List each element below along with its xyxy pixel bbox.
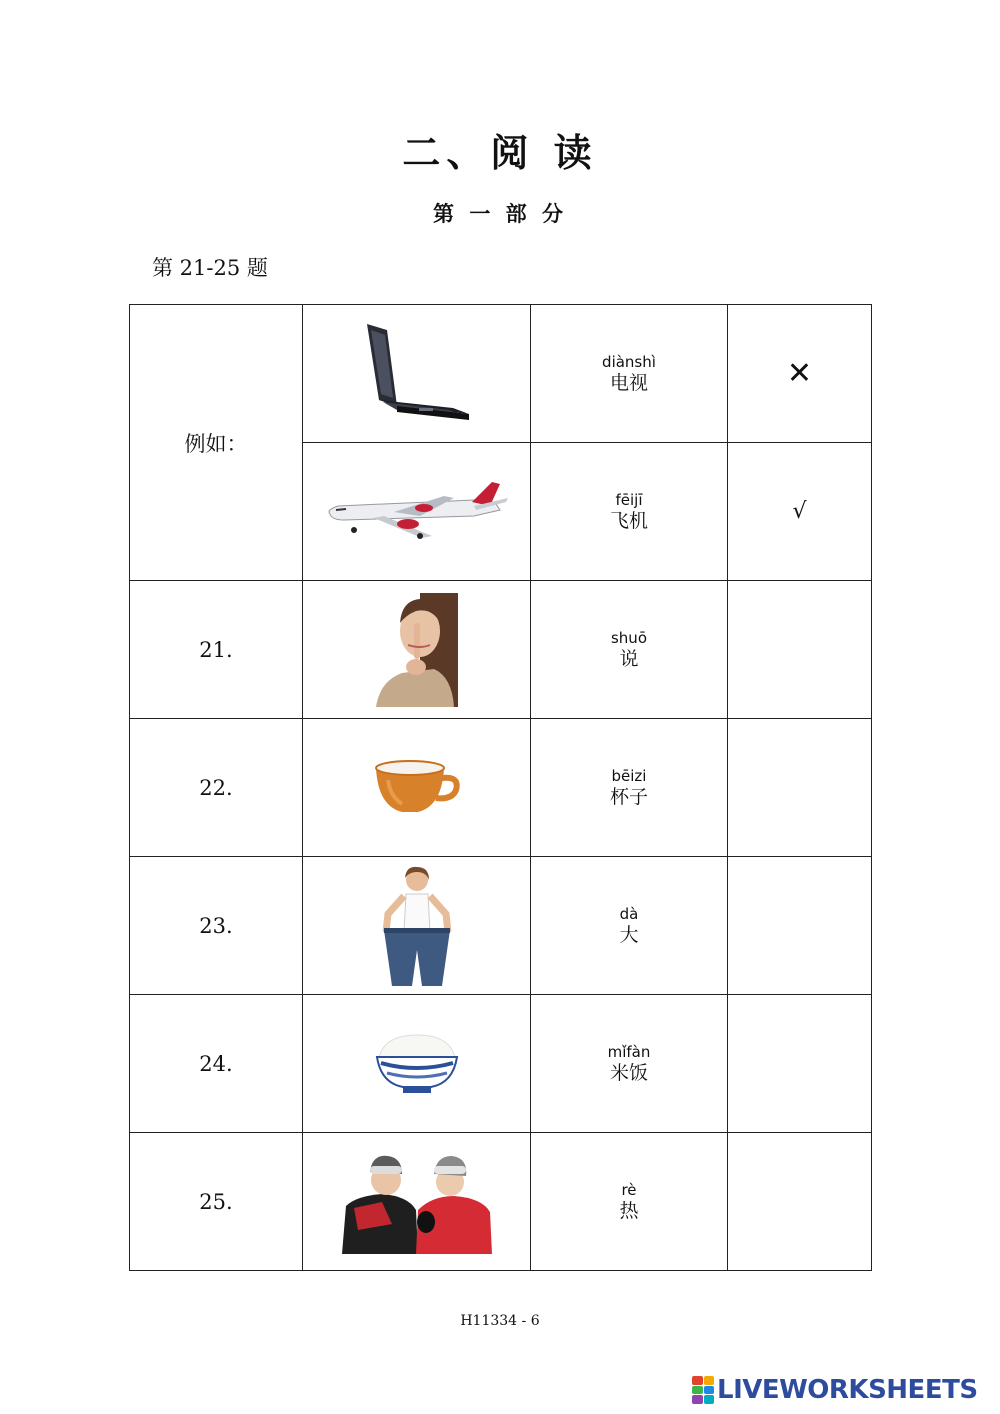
cup-icon	[374, 760, 460, 816]
section-title: 二、阅 读	[402, 130, 598, 175]
question-row-21	[130, 581, 872, 719]
pinyin: bēizi	[611, 766, 647, 785]
pinyin: mǐfàn	[607, 1042, 651, 1061]
question-number: 24.	[130, 995, 303, 1133]
bowl-of-rice-icon	[375, 1033, 459, 1095]
brand-name: LIVEWORKSHEETS	[717, 1375, 978, 1405]
hanzi: 热	[619, 1199, 639, 1222]
question-number: 25.	[130, 1133, 303, 1271]
pinyin: shuō	[610, 628, 647, 647]
example-word-cell	[531, 305, 728, 443]
example-mark-check: √	[728, 443, 872, 581]
liveworksheets-mark-icon	[692, 1376, 714, 1404]
page-footer: H11334 - 6	[460, 1313, 540, 1329]
woman-finger-on-lips-icon	[376, 593, 458, 707]
question-row-24	[130, 995, 872, 1133]
answer-box[interactable]	[728, 1133, 872, 1271]
question-row-22	[130, 719, 872, 857]
hanzi: 杯子	[609, 785, 648, 808]
question-image-cell	[303, 719, 531, 857]
question-word-cell	[531, 1133, 728, 1271]
airplane-icon	[324, 480, 510, 544]
laptop-icon	[357, 322, 477, 426]
couple-in-ski-jackets-icon	[342, 1150, 492, 1254]
question-word-cell	[531, 581, 728, 719]
question-number: 23.	[130, 857, 303, 995]
example-label: 例如：	[130, 305, 303, 581]
pinyin: fēijī	[615, 490, 643, 509]
answer-box[interactable]	[728, 995, 872, 1133]
hanzi: 飞机	[609, 509, 648, 532]
question-range: 第 21-25 题	[152, 256, 268, 280]
answer-box[interactable]	[728, 581, 872, 719]
example-row	[130, 305, 872, 443]
pinyin: rè	[621, 1180, 637, 1199]
hanzi: 大	[619, 923, 639, 946]
pinyin: dà	[619, 904, 639, 923]
question-image-cell	[303, 581, 531, 719]
answer-box[interactable]	[728, 719, 872, 857]
question-image-cell	[303, 857, 531, 995]
question-number: 21.	[130, 581, 303, 719]
example-mark-cross: ✕	[728, 305, 872, 443]
question-row-23	[130, 857, 872, 995]
example-image-cell	[303, 443, 531, 581]
hanzi: 说	[619, 647, 639, 670]
woman-in-big-jeans-icon	[382, 866, 452, 986]
question-number: 22.	[130, 719, 303, 857]
pinyin: diànshì	[602, 352, 656, 371]
question-word-cell	[531, 995, 728, 1133]
question-image-cell	[303, 1133, 531, 1271]
hanzi: 电视	[609, 371, 648, 394]
question-word-cell	[531, 719, 728, 857]
example-image-cell	[303, 305, 531, 443]
part-title: 第 一 部 分	[433, 201, 567, 226]
question-word-cell	[531, 857, 728, 995]
liveworksheets-logo	[692, 1374, 978, 1406]
question-row-25	[130, 1133, 872, 1271]
hanzi: 米饭	[609, 1061, 648, 1084]
example-word-cell	[531, 443, 728, 581]
answer-box[interactable]	[728, 857, 872, 995]
question-table	[129, 304, 872, 1271]
question-image-cell	[303, 995, 531, 1133]
